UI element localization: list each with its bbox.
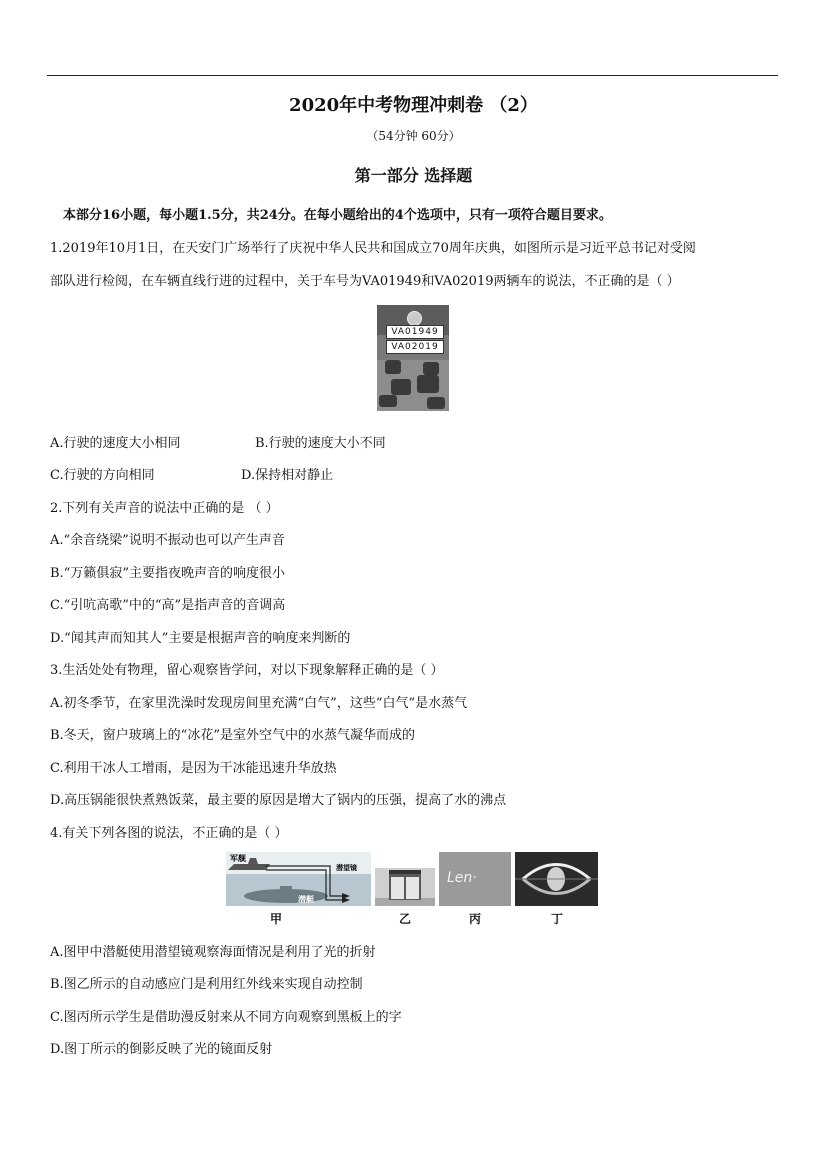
- q4-option-b: B.图乙所示的自动感应门是利用红外线来实现自动控制: [50, 977, 363, 992]
- exam-duration-score: （54分钟 60分）: [366, 129, 461, 143]
- figure-bing-blackboard: [439, 852, 511, 906]
- parade-car: [417, 375, 439, 393]
- q3-option-d: D.高压锅能很快煮熟饭菜，最主要的原因是增大了锅内的压强，提高了水的沸点: [50, 793, 507, 808]
- q4-figure-row: [226, 852, 598, 926]
- warship-label: 军舰: [230, 854, 246, 863]
- q1-stem-line1: 1.2019年10月1日，在天安门广场举行了庆祝中华人民共和国成立70周年庆典，如图所示是习近平总书记对受阅: [50, 241, 696, 256]
- periscope-diagram: [226, 852, 371, 906]
- door-panel-right: [406, 877, 419, 899]
- q2-option-a: A.“余音绕梁”说明不振动也可以产生声音: [50, 533, 285, 548]
- chalk-writing: Len·: [447, 870, 477, 886]
- parade-car: [427, 397, 445, 409]
- plate-label-2: VA02019: [386, 340, 444, 354]
- figure-label-yi: 乙: [399, 912, 412, 926]
- parade-car: [423, 362, 439, 375]
- q2-option-b: B.“万籁俱寂”主要指夜晚声音的响度很小: [50, 566, 285, 581]
- q4-option-d: D.图丁所示的倒影反映了光的镜面反射: [50, 1042, 273, 1057]
- q2-stem: 2.下列有关声音的说法中正确的是 （ ）: [50, 501, 279, 516]
- q1-option-a: A.行驶的速度大小相同: [50, 436, 181, 451]
- automatic-door-drawing: [375, 868, 435, 906]
- blackboard-drawing: [439, 852, 511, 906]
- submarine-label: 潜艇: [298, 895, 314, 904]
- q4-option-a: A.图甲中潜艇使用潜望镜观察海面情况是利用了光的折射: [50, 945, 376, 960]
- figure-ding-reflection: [515, 852, 598, 906]
- national-emblem-icon: [407, 311, 422, 326]
- q2-option-d: D.“闻其声而知其人”主要是根据声音的响度来判断的: [50, 631, 351, 646]
- q3-option-a: A.初冬季节，在家里洗澡时发现房间里充满“白气”，这些“白气”是水蒸气: [50, 696, 468, 711]
- q1-option-d: D.保持相对静止: [241, 468, 334, 483]
- q3-stem: 3.生活处处有物理，留心观察皆学问，对以下现象解释正确的是（ ）: [50, 663, 444, 678]
- exam-title: 2020年中考物理冲刺卷 （2）: [289, 95, 538, 116]
- submarine-tower: [280, 886, 292, 892]
- q4-option-c: C.图丙所示学生是借助漫反射来从不同方向观察到黑板上的字: [50, 1010, 402, 1025]
- q3-option-c: C.利用干冰人工增雨，是因为干冰能迅速升华放热: [50, 761, 337, 776]
- q1-stem-line2: 部队进行检阅，在车辆直线行进的过程中，关于车号为VA01949和VA02019两辆车的说法，不正确的是（ ）: [50, 274, 680, 289]
- q1-option-b: B.行驶的速度大小不同: [255, 436, 386, 451]
- figure-jia-periscope: [226, 852, 371, 906]
- header-rule: [47, 75, 778, 76]
- q4-stem: 4.有关下列各图的说法，不正确的是（ ）: [50, 826, 288, 841]
- reflection-photo: [515, 852, 598, 906]
- figure-label-jia: 甲: [270, 912, 283, 926]
- periscope-label: 潜望镜: [336, 864, 357, 872]
- parade-car: [379, 395, 397, 407]
- q1-parade-photo: [377, 305, 449, 411]
- figure-label-bing: 丙: [469, 912, 482, 926]
- door-sensor: [389, 870, 421, 874]
- q2-option-c: C.“引吭高歌”中的“高”是指声音的音调高: [50, 598, 286, 613]
- door-panel-left: [391, 877, 404, 899]
- section-instructions: 本部分16小题，每小题1.5分，共24分。在每小题给出的4个选项中，只有一项符合题目要求。: [63, 208, 612, 223]
- parade-car: [391, 379, 411, 395]
- figure-yi-automatic-door: [375, 868, 435, 906]
- q1-option-c: C.行驶的方向相同: [50, 468, 155, 483]
- parade-car: [385, 360, 401, 374]
- q3-option-b: B.冬天，窗户玻璃上的“冰花”是室外空气中的水蒸气凝华而成的: [50, 728, 415, 743]
- figure-label-ding: 丁: [551, 912, 564, 926]
- section-heading: 第一部分 选择题: [354, 166, 473, 185]
- plate-label-1: VA01949: [386, 325, 444, 339]
